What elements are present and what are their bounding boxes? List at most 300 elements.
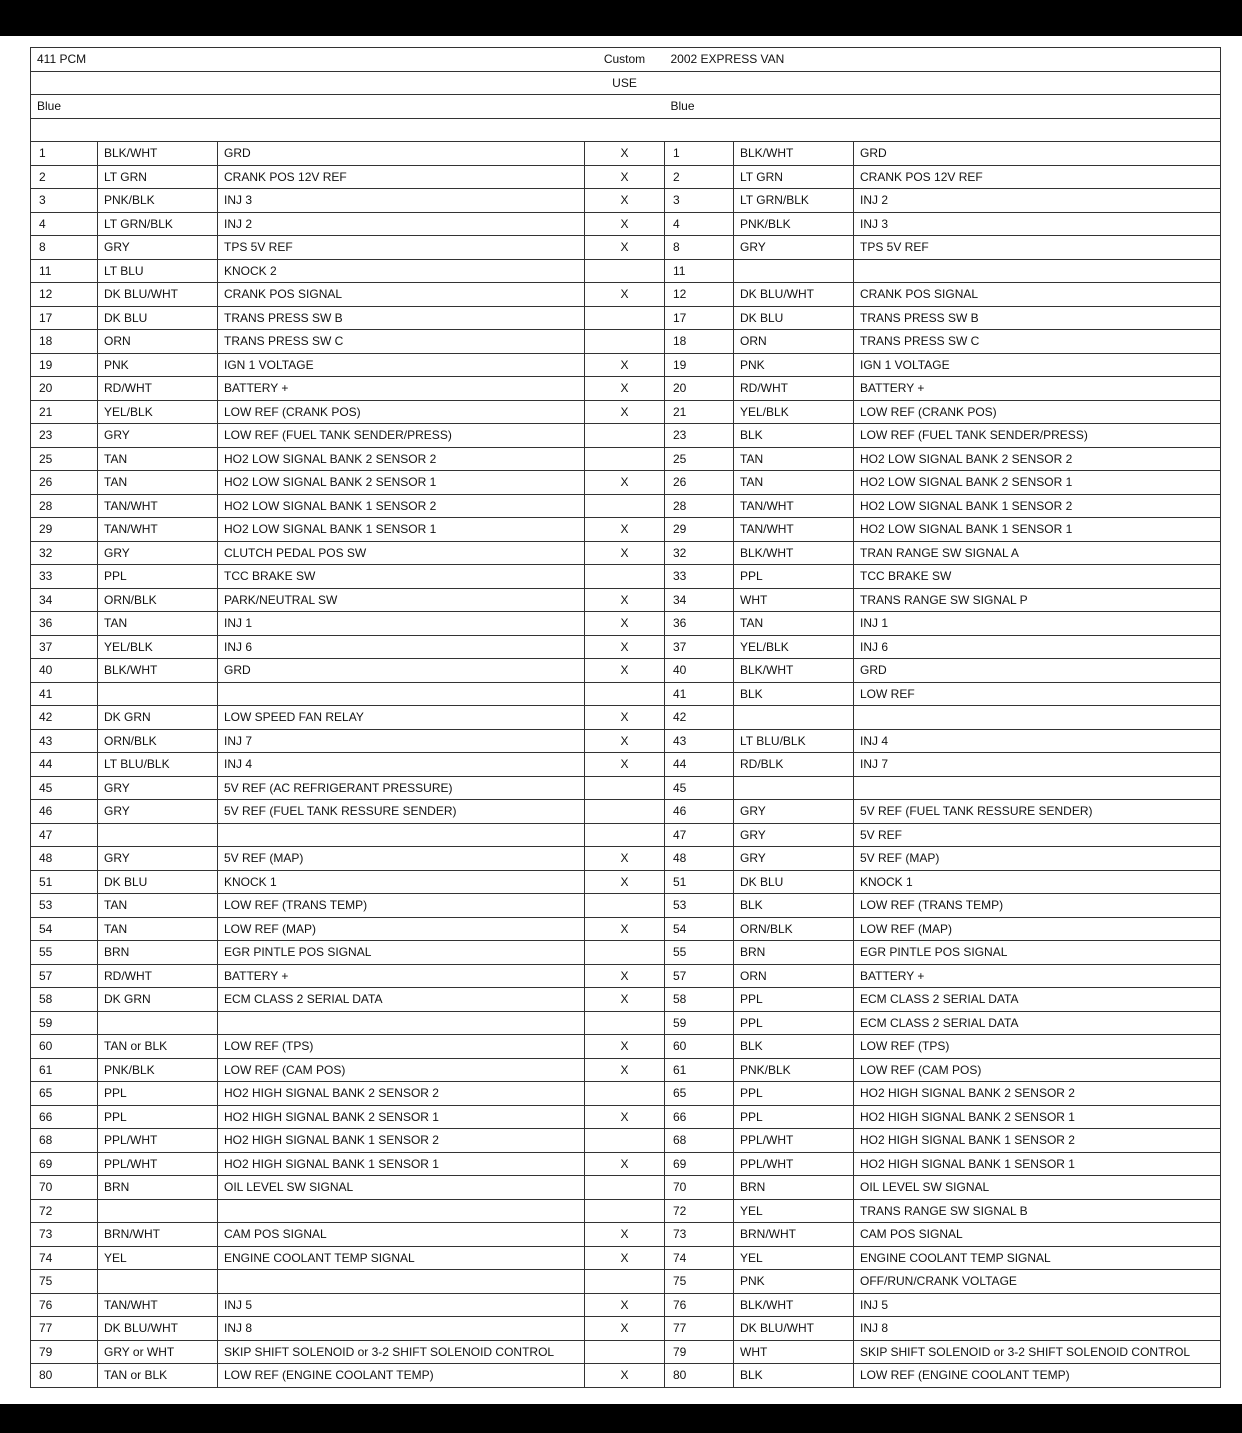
table-row — [31, 988, 1221, 1012]
left-wire-color: TAN — [98, 471, 218, 495]
left-function: HO2 HIGH SIGNAL BANK 2 SENSOR 2 — [218, 1082, 585, 1106]
right-function: INJ 1 — [854, 612, 1221, 636]
left-pin: 51 — [31, 870, 98, 894]
right-connector-color: Blue — [665, 95, 1221, 119]
right-wire-color: BRN — [734, 941, 854, 965]
right-pin: 58 — [665, 988, 734, 1012]
left-wire-color: BRN/WHT — [98, 1223, 218, 1247]
use-mark: X — [585, 964, 665, 988]
right-pin: 66 — [665, 1105, 734, 1129]
left-wire-color: DK BLU/WHT — [98, 1317, 218, 1341]
left-pin: 58 — [31, 988, 98, 1012]
left-wire-color: PNK/BLK — [98, 1058, 218, 1082]
left-wire-color: BRN — [98, 1176, 218, 1200]
table-row — [31, 424, 1221, 448]
use-mark: X — [585, 353, 665, 377]
left-function: INJ 2 — [218, 212, 585, 236]
left-wire-color: DK BLU/WHT — [98, 283, 218, 307]
right-wire-color: PPL — [734, 1011, 854, 1035]
left-wire-color: GRY — [98, 424, 218, 448]
left-wire-color: GRY — [98, 541, 218, 565]
left-pin: 12 — [31, 283, 98, 307]
right-wire-color: ORN — [734, 330, 854, 354]
left-connector-color: Blue — [31, 95, 585, 119]
left-function — [218, 823, 585, 847]
right-pin: 77 — [665, 1317, 734, 1341]
left-pin: 11 — [31, 259, 98, 283]
right-function: INJ 4 — [854, 729, 1221, 753]
right-function: HO2 LOW SIGNAL BANK 1 SENSOR 1 — [854, 518, 1221, 542]
right-pin: 73 — [665, 1223, 734, 1247]
left-wire-color: TAN/WHT — [98, 518, 218, 542]
right-pin: 17 — [665, 306, 734, 330]
left-wire-color: PPL/WHT — [98, 1129, 218, 1153]
right-pin: 34 — [665, 588, 734, 612]
middle-title: Custom — [585, 48, 665, 72]
right-function: HO2 HIGH SIGNAL BANK 1 SENSOR 2 — [854, 1129, 1221, 1153]
right-pin: 25 — [665, 447, 734, 471]
right-function: ECM CLASS 2 SERIAL DATA — [854, 988, 1221, 1012]
right-wire-color: DK BLU — [734, 306, 854, 330]
left-function: GRD — [218, 659, 585, 683]
right-pin: 4 — [665, 212, 734, 236]
right-function: HO2 HIGH SIGNAL BANK 1 SENSOR 1 — [854, 1152, 1221, 1176]
use-mark: X — [585, 1364, 665, 1388]
right-pin: 79 — [665, 1340, 734, 1364]
right-function: KNOCK 1 — [854, 870, 1221, 894]
left-wire-color: LT GRN — [98, 165, 218, 189]
right-function: HO2 LOW SIGNAL BANK 2 SENSOR 1 — [854, 471, 1221, 495]
left-wire-color: GRY — [98, 800, 218, 824]
use-mark: X — [585, 870, 665, 894]
left-pin: 65 — [31, 1082, 98, 1106]
right-wire-color: PPL — [734, 1105, 854, 1129]
right-pin: 47 — [665, 823, 734, 847]
right-pin: 55 — [665, 941, 734, 965]
left-function — [218, 1199, 585, 1223]
right-title: 2002 EXPRESS VAN — [665, 48, 1221, 72]
left-function: INJ 4 — [218, 753, 585, 777]
table-row — [31, 306, 1221, 330]
header-row-color — [31, 95, 1221, 119]
right-pin: 44 — [665, 753, 734, 777]
right-function: TRANS PRESS SW B — [854, 306, 1221, 330]
use-mark — [585, 800, 665, 824]
right-function: LOW REF (MAP) — [854, 917, 1221, 941]
right-wire-color: WHT — [734, 1340, 854, 1364]
left-pin: 73 — [31, 1223, 98, 1247]
left-pin: 20 — [31, 377, 98, 401]
right-function: GRD — [854, 142, 1221, 166]
use-mark: X — [585, 189, 665, 213]
right-pin: 42 — [665, 706, 734, 730]
right-wire-color: PNK — [734, 1270, 854, 1294]
use-mark — [585, 494, 665, 518]
left-function: TPS 5V REF — [218, 236, 585, 260]
right-pin: 70 — [665, 1176, 734, 1200]
table-row — [31, 1105, 1221, 1129]
right-wire-color — [734, 706, 854, 730]
use-label: USE — [585, 71, 665, 95]
right-wire-color: BLK — [734, 424, 854, 448]
table-row — [31, 565, 1221, 589]
table-row — [31, 1364, 1221, 1388]
right-pin: 72 — [665, 1199, 734, 1223]
left-wire-color: GRY — [98, 776, 218, 800]
right-wire-color: BLK — [734, 1364, 854, 1388]
table-row — [31, 941, 1221, 965]
left-function: LOW REF (TPS) — [218, 1035, 585, 1059]
use-mark: X — [585, 706, 665, 730]
right-function: HO2 LOW SIGNAL BANK 2 SENSOR 2 — [854, 447, 1221, 471]
left-wire-color: BLK/WHT — [98, 659, 218, 683]
right-function: ECM CLASS 2 SERIAL DATA — [854, 1011, 1221, 1035]
right-wire-color: TAN — [734, 471, 854, 495]
right-function: TRANS RANGE SW SIGNAL P — [854, 588, 1221, 612]
right-function: SKIP SHIFT SOLENOID or 3-2 SHIFT SOLENOID CONTROL — [854, 1340, 1221, 1364]
left-pin: 32 — [31, 541, 98, 565]
left-wire-color: BRN — [98, 941, 218, 965]
left-function: HO2 HIGH SIGNAL BANK 1 SENSOR 2 — [218, 1129, 585, 1153]
table-row — [31, 236, 1221, 260]
left-pin: 68 — [31, 1129, 98, 1153]
left-pin: 55 — [31, 941, 98, 965]
table-row — [31, 259, 1221, 283]
right-pin: 36 — [665, 612, 734, 636]
left-function: HO2 LOW SIGNAL BANK 2 SENSOR 1 — [218, 471, 585, 495]
right-wire-color: DK BLU — [734, 870, 854, 894]
right-function: INJ 2 — [854, 189, 1221, 213]
left-function: CLUTCH PEDAL POS SW — [218, 541, 585, 565]
right-function: CAM POS SIGNAL — [854, 1223, 1221, 1247]
left-function: SKIP SHIFT SOLENOID or 3-2 SHIFT SOLENOID CONTROL — [218, 1340, 585, 1364]
right-wire-color: GRY — [734, 823, 854, 847]
table-row — [31, 283, 1221, 307]
table-row — [31, 706, 1221, 730]
right-pin: 54 — [665, 917, 734, 941]
right-wire-color: BLK/WHT — [734, 541, 854, 565]
left-pin: 17 — [31, 306, 98, 330]
table-row — [31, 447, 1221, 471]
left-function: 5V REF (MAP) — [218, 847, 585, 871]
left-pin: 28 — [31, 494, 98, 518]
use-mark: X — [585, 1317, 665, 1341]
left-wire-color: PPL — [98, 1082, 218, 1106]
use-mark: X — [585, 1246, 665, 1270]
use-mark: X — [585, 729, 665, 753]
use-mark: X — [585, 753, 665, 777]
use-mark: X — [585, 1058, 665, 1082]
right-pin: 51 — [665, 870, 734, 894]
use-mark: X — [585, 236, 665, 260]
right-wire-color: YEL/BLK — [734, 635, 854, 659]
left-function: LOW REF (ENGINE COOLANT TEMP) — [218, 1364, 585, 1388]
left-pin: 34 — [31, 588, 98, 612]
left-pin: 44 — [31, 753, 98, 777]
left-wire-color: LT BLU — [98, 259, 218, 283]
right-wire-color: BRN/WHT — [734, 1223, 854, 1247]
left-wire-color: ORN — [98, 330, 218, 354]
right-pin: 80 — [665, 1364, 734, 1388]
right-function: TPS 5V REF — [854, 236, 1221, 260]
left-function: KNOCK 1 — [218, 870, 585, 894]
left-wire-color: ORN/BLK — [98, 729, 218, 753]
left-pin: 66 — [31, 1105, 98, 1129]
left-wire-color: RD/WHT — [98, 377, 218, 401]
left-pin: 37 — [31, 635, 98, 659]
use-mark — [585, 1129, 665, 1153]
left-pin: 80 — [31, 1364, 98, 1388]
table-row — [31, 1340, 1221, 1364]
right-function: INJ 3 — [854, 212, 1221, 236]
right-function: GRD — [854, 659, 1221, 683]
left-pin: 2 — [31, 165, 98, 189]
use-mark: X — [585, 541, 665, 565]
right-wire-color: PNK/BLK — [734, 212, 854, 236]
table-row — [31, 518, 1221, 542]
use-mark — [585, 1082, 665, 1106]
left-pin: 42 — [31, 706, 98, 730]
use-mark — [585, 941, 665, 965]
left-function: KNOCK 2 — [218, 259, 585, 283]
use-mark: X — [585, 1293, 665, 1317]
left-pin: 74 — [31, 1246, 98, 1270]
left-pin: 77 — [31, 1317, 98, 1341]
table-row — [31, 1293, 1221, 1317]
right-function: OIL LEVEL SW SIGNAL — [854, 1176, 1221, 1200]
right-function: 5V REF — [854, 823, 1221, 847]
left-pin: 36 — [31, 612, 98, 636]
table-row — [31, 659, 1221, 683]
left-function: 5V REF (FUEL TANK RESSURE SENDER) — [218, 800, 585, 824]
table-row — [31, 1058, 1221, 1082]
right-function: HO2 HIGH SIGNAL BANK 2 SENSOR 1 — [854, 1105, 1221, 1129]
right-function: ENGINE COOLANT TEMP SIGNAL — [854, 1246, 1221, 1270]
use-mark: X — [585, 917, 665, 941]
left-title: 411 PCM — [31, 48, 585, 72]
right-pin: 48 — [665, 847, 734, 871]
left-pin: 40 — [31, 659, 98, 683]
table-row — [31, 142, 1221, 166]
left-wire-color: YEL/BLK — [98, 400, 218, 424]
right-wire-color: GRY — [734, 847, 854, 871]
header-row-title — [31, 48, 1221, 72]
right-pin: 53 — [665, 894, 734, 918]
use-mark — [585, 1176, 665, 1200]
table-row — [31, 165, 1221, 189]
use-mark: X — [585, 377, 665, 401]
table-row — [31, 1082, 1221, 1106]
left-pin: 60 — [31, 1035, 98, 1059]
right-wire-color: ORN — [734, 964, 854, 988]
table-row — [31, 964, 1221, 988]
left-function: IGN 1 VOLTAGE — [218, 353, 585, 377]
right-pin: 74 — [665, 1246, 734, 1270]
left-wire-color: TAN or BLK — [98, 1364, 218, 1388]
use-mark — [585, 259, 665, 283]
pinout-table — [30, 47, 1221, 1388]
right-pin: 69 — [665, 1152, 734, 1176]
right-pin: 59 — [665, 1011, 734, 1035]
table-row — [31, 847, 1221, 871]
right-function: INJ 5 — [854, 1293, 1221, 1317]
left-wire-color: PPL — [98, 1105, 218, 1129]
use-mark: X — [585, 518, 665, 542]
left-function: GRD — [218, 142, 585, 166]
right-function — [854, 706, 1221, 730]
right-pin: 32 — [665, 541, 734, 565]
right-wire-color: WHT — [734, 588, 854, 612]
table-row — [31, 189, 1221, 213]
right-wire-color: BLK — [734, 894, 854, 918]
left-pin: 1 — [31, 142, 98, 166]
use-mark: X — [585, 283, 665, 307]
left-pin: 43 — [31, 729, 98, 753]
left-function: CAM POS SIGNAL — [218, 1223, 585, 1247]
use-mark: X — [585, 988, 665, 1012]
right-function: LOW REF (CAM POS) — [854, 1058, 1221, 1082]
right-function: TCC BRAKE SW — [854, 565, 1221, 589]
left-function: LOW REF (TRANS TEMP) — [218, 894, 585, 918]
use-mark — [585, 565, 665, 589]
right-pin: 76 — [665, 1293, 734, 1317]
right-pin: 41 — [665, 682, 734, 706]
left-function — [218, 1011, 585, 1035]
left-wire-color: LT BLU/BLK — [98, 753, 218, 777]
left-function: OIL LEVEL SW SIGNAL — [218, 1176, 585, 1200]
right-wire-color: YEL — [734, 1246, 854, 1270]
right-pin: 57 — [665, 964, 734, 988]
left-wire-color: ORN/BLK — [98, 588, 218, 612]
use-mark: X — [585, 212, 665, 236]
right-wire-color: PPL — [734, 988, 854, 1012]
right-pin: 1 — [665, 142, 734, 166]
right-function: LOW REF (TPS) — [854, 1035, 1221, 1059]
left-function: ECM CLASS 2 SERIAL DATA — [218, 988, 585, 1012]
table-row — [31, 212, 1221, 236]
right-pin: 61 — [665, 1058, 734, 1082]
use-mark — [585, 1340, 665, 1364]
left-wire-color: TAN — [98, 612, 218, 636]
use-mark — [585, 330, 665, 354]
header-row-blank — [31, 118, 1221, 142]
left-wire-color: TAN — [98, 917, 218, 941]
use-mark: X — [585, 588, 665, 612]
left-pin: 75 — [31, 1270, 98, 1294]
left-wire-color: YEL — [98, 1246, 218, 1270]
right-function: INJ 6 — [854, 635, 1221, 659]
table-row — [31, 729, 1221, 753]
left-function: EGR PINTLE POS SIGNAL — [218, 941, 585, 965]
right-function: 5V REF (MAP) — [854, 847, 1221, 871]
left-pin: 53 — [31, 894, 98, 918]
left-pin: 25 — [31, 447, 98, 471]
right-wire-color: BLK/WHT — [734, 1293, 854, 1317]
right-wire-color: PNK — [734, 353, 854, 377]
left-function: HO2 LOW SIGNAL BANK 2 SENSOR 2 — [218, 447, 585, 471]
table-row — [31, 1129, 1221, 1153]
right-function: BATTERY + — [854, 377, 1221, 401]
right-wire-color: BLK/WHT — [734, 659, 854, 683]
left-wire-color — [98, 823, 218, 847]
right-function: TRAN RANGE SW SIGNAL A — [854, 541, 1221, 565]
left-pin: 47 — [31, 823, 98, 847]
table-row — [31, 917, 1221, 941]
left-function: HO2 LOW SIGNAL BANK 1 SENSOR 1 — [218, 518, 585, 542]
right-pin: 33 — [665, 565, 734, 589]
right-wire-color: TAN — [734, 612, 854, 636]
use-mark: X — [585, 165, 665, 189]
table-row — [31, 635, 1221, 659]
table-row — [31, 800, 1221, 824]
use-mark — [585, 447, 665, 471]
left-wire-color: RD/WHT — [98, 964, 218, 988]
right-function — [854, 776, 1221, 800]
right-function: INJ 8 — [854, 1317, 1221, 1341]
right-wire-color: DK BLU/WHT — [734, 283, 854, 307]
table-row — [31, 377, 1221, 401]
left-wire-color: TAN or BLK — [98, 1035, 218, 1059]
left-function — [218, 682, 585, 706]
right-function: BATTERY + — [854, 964, 1221, 988]
left-wire-color: TAN — [98, 894, 218, 918]
table-row — [31, 1223, 1221, 1247]
right-pin: 8 — [665, 236, 734, 260]
left-pin: 61 — [31, 1058, 98, 1082]
right-pin: 60 — [665, 1035, 734, 1059]
left-pin: 21 — [31, 400, 98, 424]
right-wire-color: PPL — [734, 565, 854, 589]
right-pin: 11 — [665, 259, 734, 283]
right-function: TRANS PRESS SW C — [854, 330, 1221, 354]
right-wire-color: ORN/BLK — [734, 917, 854, 941]
use-mark — [585, 894, 665, 918]
right-wire-color: TAN/WHT — [734, 494, 854, 518]
right-pin: 20 — [665, 377, 734, 401]
left-pin: 18 — [31, 330, 98, 354]
use-mark — [585, 424, 665, 448]
left-pin: 46 — [31, 800, 98, 824]
right-wire-color: LT GRN — [734, 165, 854, 189]
right-wire-color: BRN — [734, 1176, 854, 1200]
right-function: CRANK POS 12V REF — [854, 165, 1221, 189]
left-wire-color: DK BLU — [98, 306, 218, 330]
left-wire-color: DK GRN — [98, 706, 218, 730]
left-pin: 57 — [31, 964, 98, 988]
use-mark: X — [585, 847, 665, 871]
right-pin: 12 — [665, 283, 734, 307]
use-mark: X — [585, 142, 665, 166]
left-function: LOW REF (CAM POS) — [218, 1058, 585, 1082]
use-mark: X — [585, 400, 665, 424]
use-mark: X — [585, 635, 665, 659]
use-mark — [585, 682, 665, 706]
right-wire-color — [734, 259, 854, 283]
left-wire-color: TAN/WHT — [98, 1293, 218, 1317]
left-pin: 23 — [31, 424, 98, 448]
left-function: HO2 HIGH SIGNAL BANK 2 SENSOR 1 — [218, 1105, 585, 1129]
right-pin: 45 — [665, 776, 734, 800]
left-function: PARK/NEUTRAL SW — [218, 588, 585, 612]
right-function: EGR PINTLE POS SIGNAL — [854, 941, 1221, 965]
left-wire-color: GRY — [98, 236, 218, 260]
use-mark: X — [585, 659, 665, 683]
right-wire-color — [734, 776, 854, 800]
right-pin: 19 — [665, 353, 734, 377]
left-wire-color: DK BLU — [98, 870, 218, 894]
use-mark — [585, 1270, 665, 1294]
left-function: INJ 3 — [218, 189, 585, 213]
